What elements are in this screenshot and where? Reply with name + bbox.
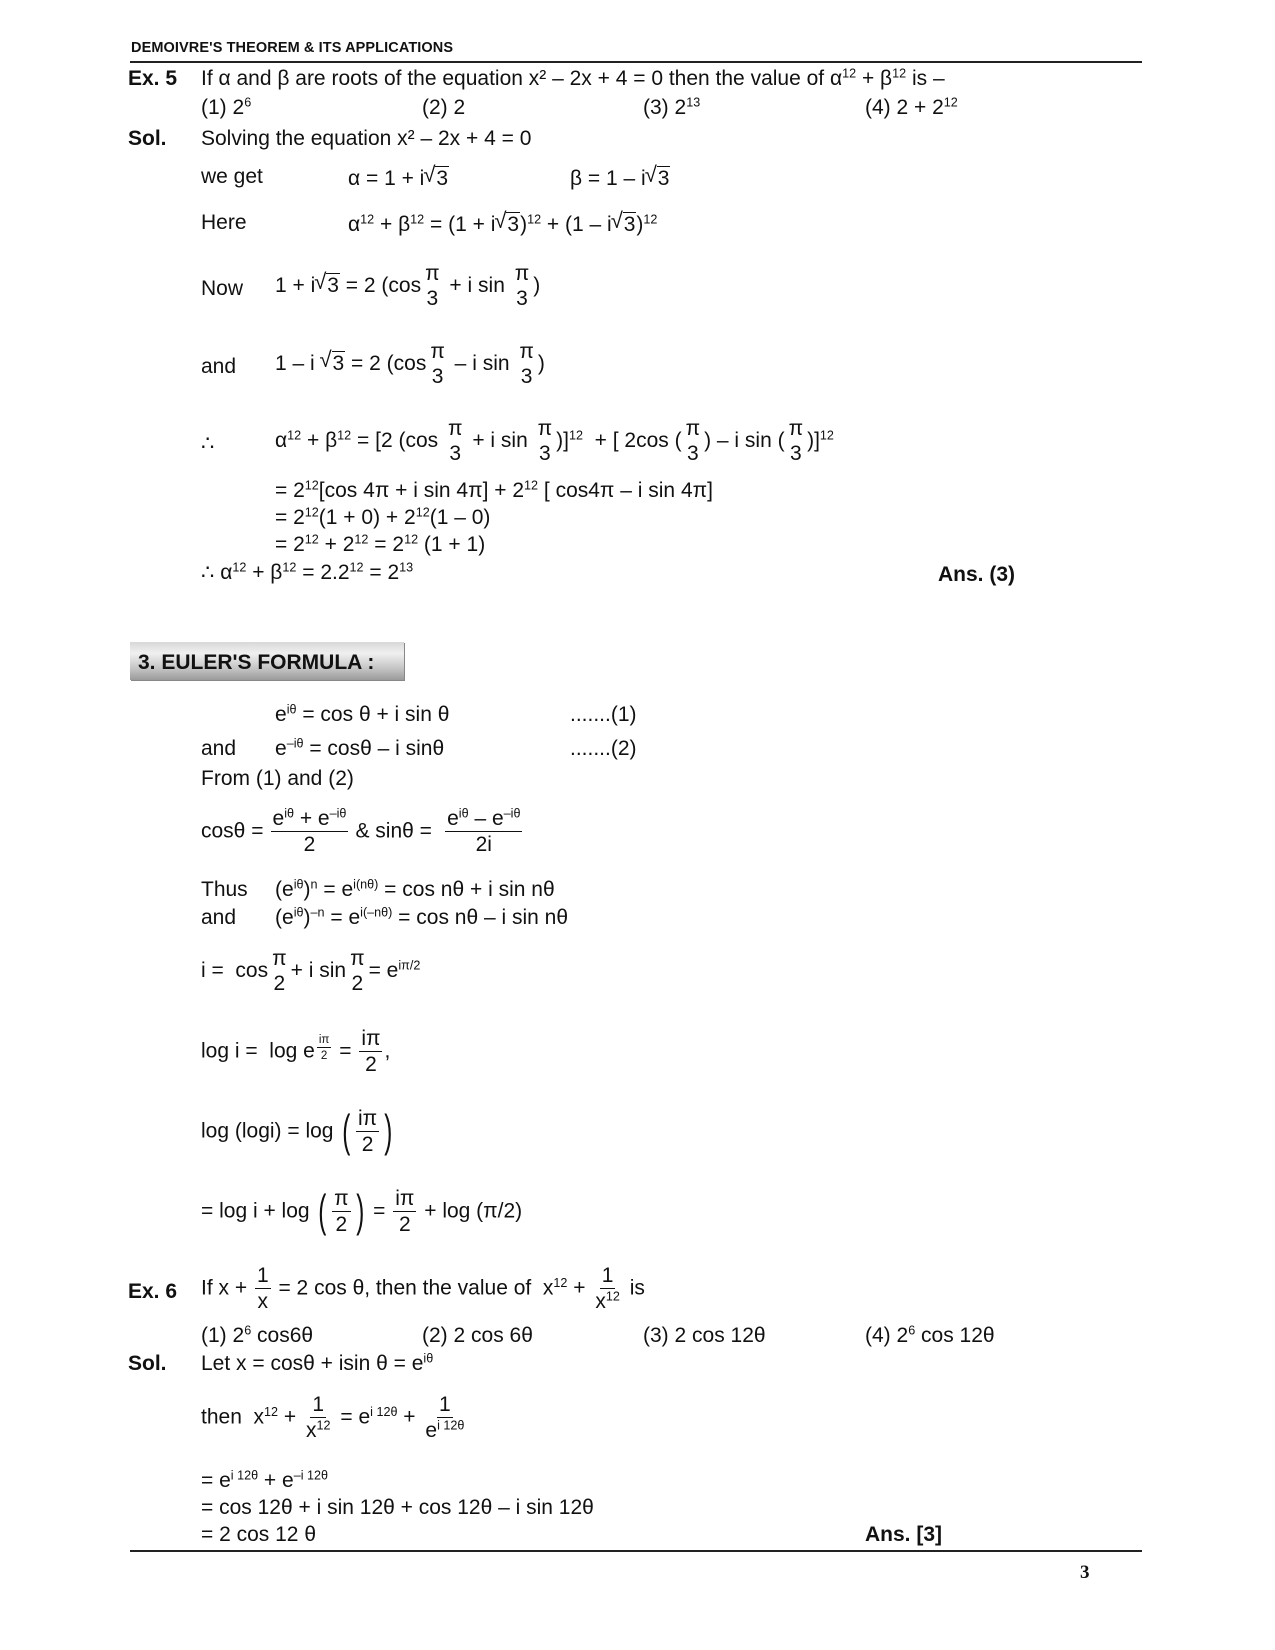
ex6-step-3: = 2 cos 12 θ xyxy=(201,1523,316,1546)
header-rule xyxy=(130,61,1142,63)
ex6-step-2: = cos 12θ + i sin 12θ + cos 12θ – i sin 12θ xyxy=(201,1496,594,1519)
ex6-option-2: (2) 2 cos 6θ xyxy=(422,1324,533,1347)
step-1: = $2^{12}[\cos$ 4π + i $\sin 4\pi] + 2^{12}$ [ cos4π – i sin 4π] xyxy=(275,478,713,502)
ex6-sol-label: Sol. xyxy=(128,1352,167,1375)
ex6-answer: Ans. [3] xyxy=(865,1523,943,1546)
ex6-question: If x + $\frac{1}{x}$ = 2 cos θ, then the value of $x^{12}$ + $\frac{1}{x^{12}}$ is xyxy=(201,1264,645,1314)
ex5-question: If α and β are roots of the equation x² – 2x + 4 = 0 then the value of $\alpha^{12} + \beta^{12}$ is – xyxy=(201,66,945,90)
ex6-let: Let x = cosθ + isin $\theta = e^{i\theta}$ xyxy=(201,1351,434,1375)
now-label: Now xyxy=(201,277,244,300)
euler-eq-2: $e^{-i\theta} = \cos\theta - i$ sinθ xyxy=(275,736,445,760)
section-heading-box xyxy=(130,642,404,680)
ex5-final: ∴ $\alpha^{12} + \beta^{12} = 2.2^{12} = 2^{13}$ xyxy=(201,560,414,584)
from-label: From (1) and (2) xyxy=(201,767,354,790)
therefore-symbol: ∴ xyxy=(201,432,215,455)
thus-equation: $(e^{i\theta})^n = e^{i(n\theta)} = \cos n\theta + i$ sin nθ xyxy=(275,877,555,901)
and-equation: 1 – i √ 3 = 2 (cos π 3 – i sin π 3 ) xyxy=(275,341,545,388)
ex5-sol-label: Sol. xyxy=(128,127,167,150)
ex5-sol-line1: Solving the equation x² – 2x + 4 = 0 xyxy=(201,127,532,150)
ex6-option-1: (1) $2^6$ cos6θ xyxy=(201,1323,314,1347)
ex5-option-4: (4) $2 + 2^{12}$ xyxy=(865,95,958,119)
we-get-label: we get xyxy=(201,165,263,188)
ex6-label: Ex. 6 xyxy=(128,1280,178,1303)
log-expand-equation: = log i + log ( $\frac{\pi}{2}$ ) = $\frac{i\pi}{2}$ + log (π/2) xyxy=(201,1187,523,1237)
here-equation: $\alpha^{12} + \beta^{12} = (1 + i$ √ 3)$^{12}$ + (1 – i √ 3)$^{12}$ xyxy=(348,212,657,235)
ex5-label: Ex. 5 xyxy=(128,67,178,90)
beta-root: β = 1 – i √ 3 xyxy=(570,166,670,189)
i-equation: i = cos π 2 + i sin π 2 = $e^{i\pi/2}$ xyxy=(201,947,421,996)
now-equation: 1 + i √ 3 = 2 (cos π 3 + i sin π 3 ) xyxy=(275,263,540,310)
euler-eq-1: $e^{i\theta} = \cos \theta + i$ sin θ xyxy=(275,702,450,726)
ex6-option-3: (3) 2 cos 12θ xyxy=(643,1324,766,1347)
ex5-option-2: (2) 2 xyxy=(422,96,466,119)
euler-eq-2-ref: .......(2) xyxy=(570,737,637,760)
ex6-option-4: (4) $2^6$ cos 12θ xyxy=(865,1323,995,1347)
step-3: = $2^{12} + 2^{12} = 2^{12}$ (1 + 1) xyxy=(275,532,486,556)
log-logi-equation: log (logi) = log ( $\frac{i\pi}{2}$ ) xyxy=(201,1107,393,1157)
ex5-answer: Ans. (3) xyxy=(938,563,1016,586)
running-header: DEMOIVRE'S THEOREM & ITS APPLICATIONS xyxy=(131,40,454,56)
footer-rule xyxy=(130,1550,1142,1552)
therefore-equation: $\alpha^{12} + \beta^{12} = [2$ (cos π 3 + i sin π 3 )]$^{12}$ + [ 2cos ( π 3 ) – i sin ( π 3 )]$^{12}$ xyxy=(275,417,834,466)
log-i-equation: log i = log e $^{\frac{i\pi}{2}}$ = $\frac{i\pi}{2}$ , xyxy=(201,1027,391,1077)
section-heading: 3. EULER'S FORMULA : xyxy=(138,651,375,674)
thus-label: Thus xyxy=(201,878,248,901)
ex5-option-3: (3) $2^{13}$ xyxy=(643,95,701,119)
and-label-2: and xyxy=(201,737,237,760)
cos-sin-definitions: cosθ = $\frac{e^{i\theta} + e^{-i\theta}}{2}$ & sinθ = $\frac{e^{i\theta} - e^{-i\theta}}{2i}$ xyxy=(201,806,521,857)
and-equation-2: $(e^{i\theta})^{-n} = e^{i(-n\theta)} = \cos n\theta - i$ sin nθ xyxy=(275,905,569,929)
and-label: and xyxy=(201,355,237,378)
ex6-then-equation: then $x^{12}$ + $\frac{1}{x^{12}}$ = $e^{i 12\theta}$ + $\frac{1}{e^{i 12\theta}}$ xyxy=(201,1393,465,1443)
ex5-option-1: (1) $2^6$ xyxy=(201,95,252,119)
here-label: Here xyxy=(201,211,247,234)
ex6-step-1: = $e^{i 12\theta} + e^{-i 12\theta}$ xyxy=(201,1468,329,1492)
and-label-3: and xyxy=(201,906,237,929)
page-number: 3 xyxy=(1080,1562,1090,1583)
step-2: = $2^{12}(1 + 0) + 2^{12}(1 - 0)$ xyxy=(275,505,491,529)
euler-eq-1-ref: .......(1) xyxy=(570,703,637,726)
alpha-root: α = 1 + i √ 3 xyxy=(348,166,449,189)
